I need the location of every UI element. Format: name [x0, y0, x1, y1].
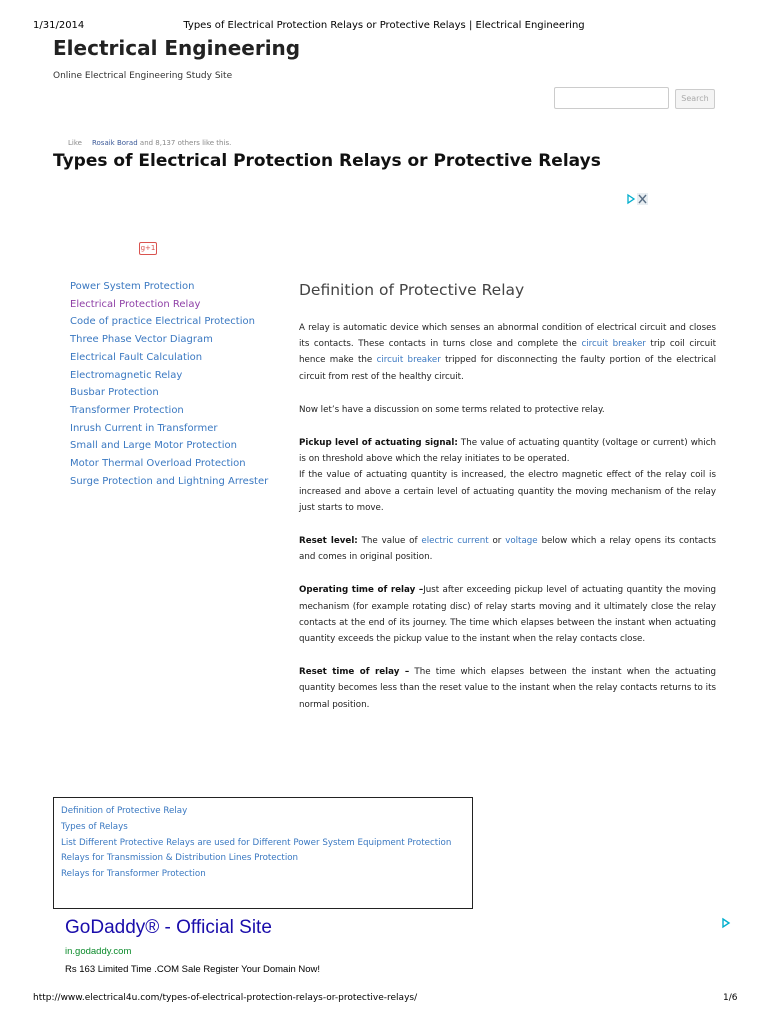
- sidebar-item-electromagnetic-relay[interactable]: Electromagnetic Relay: [70, 369, 183, 381]
- paragraph-relay-definition: [299, 320, 716, 385]
- term-reset-time: Reset time of relay –: [299, 667, 410, 678]
- google-plus-icon[interactable]: g+1: [139, 242, 157, 255]
- text: A relay is automatic device which senses an abnormal condition of electrical circuit and closes its contacts. These contacts in turns close and complete the: [299, 323, 716, 350]
- toc-item-transformer[interactable]: Relays for Transformer Protection: [61, 869, 206, 880]
- text: The value of actuating quantity (voltage or current) which is on threshold above which the relay initiates to be operated.: [299, 438, 716, 465]
- search-button[interactable]: Search: [675, 89, 715, 109]
- print-footer-url: http://www.electrical4u.com/types-of-electrical-protection-relays-or-protective-relays/: [33, 993, 418, 1003]
- link-circuit-breaker[interactable]: circuit breaker: [581, 339, 646, 350]
- toc-item-list-relays[interactable]: List Different Protective Relays are used for Different Power System Equipment Protection: [61, 837, 452, 848]
- sidebar-item-transformer-protection[interactable]: Transformer Protection: [70, 404, 184, 416]
- text: The value of: [357, 536, 422, 547]
- toc-item-types-of-relays[interactable]: Types of Relays: [61, 821, 128, 832]
- sidebar-item-fault-calculation[interactable]: Electrical Fault Calculation: [70, 351, 203, 363]
- paragraph-reset-level: [299, 533, 716, 565]
- article-content: [299, 281, 716, 713]
- sidebar-item-motor-protection[interactable]: Small and Large Motor Protection: [70, 440, 237, 452]
- sidebar-item-busbar-protection[interactable]: Busbar Protection: [70, 387, 159, 399]
- ad-url[interactable]: in.godaddy.com: [65, 946, 132, 957]
- page-title: Types of Electrical Protection Relays or Protective Relays: [53, 151, 601, 171]
- sidebar-item-electrical-protection-relay[interactable]: Electrical Protection Relay: [70, 298, 201, 310]
- adchoices-badge[interactable]: [626, 190, 648, 202]
- adchoices-icon[interactable]: [720, 914, 732, 926]
- term-pickup-level: Pickup level of actuating signal:: [299, 438, 458, 449]
- paragraph-operating-time: [299, 582, 716, 647]
- liker-name[interactable]: Rosaik Borad: [91, 139, 138, 147]
- sidebar-item-three-phase-vector[interactable]: Three Phase Vector Diagram: [70, 334, 213, 346]
- search-input[interactable]: [554, 87, 669, 109]
- ad-description: Rs 163 Limited Time .COM Sale Register Your Domain Now!: [65, 964, 321, 975]
- text: The time which elapses between the instant when the actuating quantity becomes less than the reset value to the instant when the relay contacts returns to its normal position.: [299, 667, 716, 710]
- text: or: [488, 536, 506, 547]
- article-heading: Definition of Protective Relay: [299, 281, 525, 299]
- paragraph-intro-terms: Now let’s have a discussion on some terms related to protective relay.: [299, 404, 605, 415]
- link-voltage[interactable]: voltage: [505, 536, 538, 547]
- paragraph-reset-time: [299, 664, 716, 713]
- sidebar-item-surge-protection[interactable]: Surge Protection and Lightning Arrester: [70, 475, 269, 487]
- print-header-date: 1/31/2014: [33, 20, 85, 31]
- site-tagline: Online Electrical Engineering Study Site: [53, 71, 233, 81]
- print-header-title: Types of Electrical Protection Relays or Protective Relays | Electrical Engineering: [183, 20, 585, 31]
- sidebar-item-motor-thermal-overload[interactable]: Motor Thermal Overload Protection: [70, 458, 246, 470]
- text: If the value of actuating quantity is increased, the electro magnetic effect of the relay coil is increased and above a certain level of actuating quantity the moving mechanism of the relay just starts to move.: [299, 470, 716, 513]
- text: trip coil circuit hence make the: [299, 339, 716, 366]
- sidebar-nav: [70, 278, 280, 490]
- link-electric-current[interactable]: electric current: [421, 536, 489, 547]
- adchoices-icon: [626, 193, 648, 205]
- link-circuit-breaker-2[interactable]: circuit breaker: [376, 355, 441, 366]
- like-button[interactable]: Like: [68, 139, 82, 147]
- sidebar-item-inrush-current[interactable]: Inrush Current in Transformer: [70, 422, 218, 434]
- text: tripped for disconnecting the faulty portion of the electrical circuit from rest of the healthy circuit.: [299, 355, 716, 382]
- term-reset-level: Reset level:: [299, 536, 358, 547]
- site-title[interactable]: Electrical Engineering: [53, 36, 301, 60]
- like-count-text: and 8,137 others like this.: [139, 139, 232, 147]
- table-of-contents: [53, 797, 473, 909]
- paragraph-pickup-level: [299, 435, 716, 516]
- facebook-like-bar: [68, 139, 231, 147]
- toc-item-definition[interactable]: Definition of Protective Relay: [61, 806, 188, 816]
- ad-title-link[interactable]: GoDaddy® - Official Site: [65, 917, 272, 938]
- term-operating-time: Operating time of relay –: [299, 585, 424, 596]
- text: Just after exceeding pickup level of actuating quantity the moving mechanism (for example rotating disc) of relay starts moving and it ultimately close the relay contacts at the end of its journey. The time which elapses between the instant when actuating quantity exceeds the pickup value to the instant when the relay contacts close.: [299, 585, 716, 645]
- print-footer-page: 1/6: [723, 993, 738, 1003]
- toc-item-transmission-lines[interactable]: Relays for Transmission & Distribution Lines Protection: [61, 853, 299, 864]
- sidebar-item-code-of-practice[interactable]: Code of practice Electrical Protection: [70, 316, 255, 328]
- text: below which a relay opens its contacts and comes in original position.: [299, 536, 717, 563]
- sidebar-item-power-system-protection[interactable]: Power System Protection: [70, 281, 195, 292]
